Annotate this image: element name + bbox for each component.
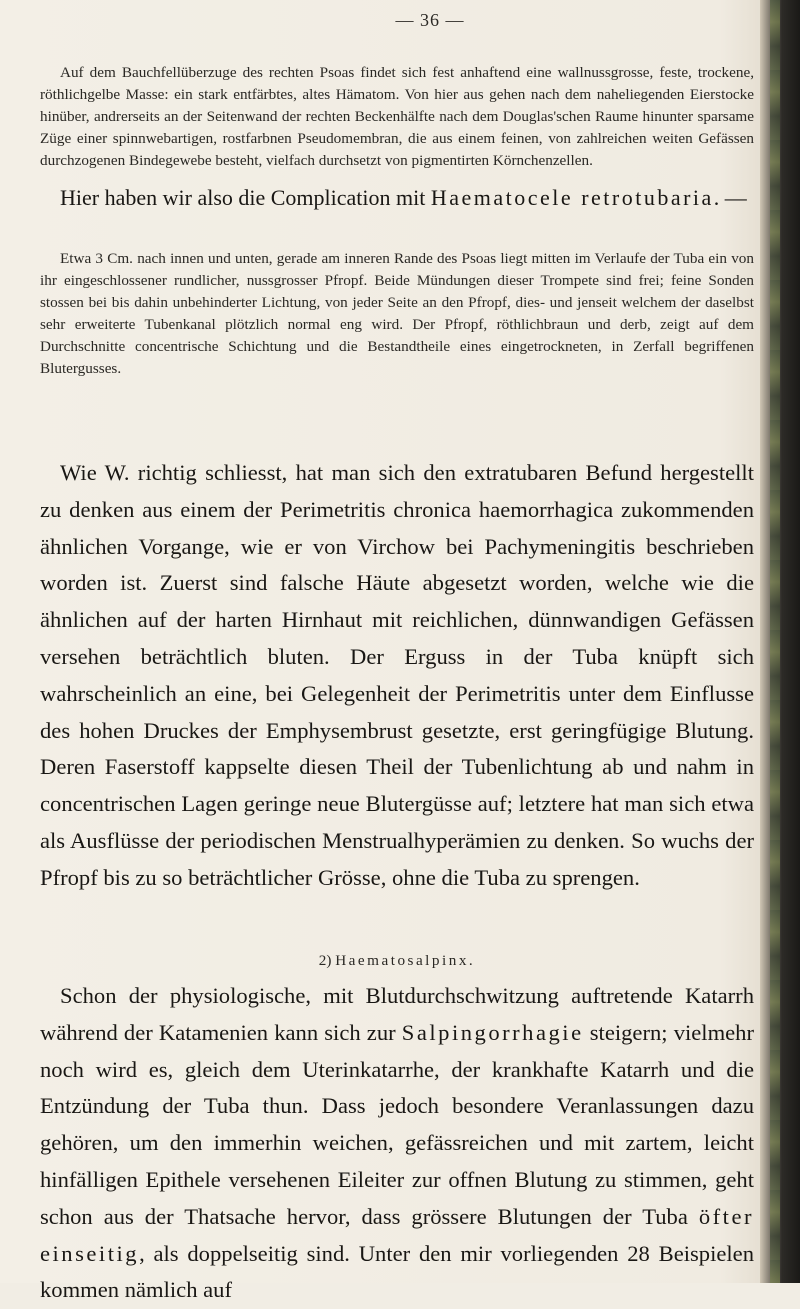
paragraph-hematoma: Auf dem Bauchfellüberzuge des rechten Psoas findet sich fest anhaftend eine wallnussgrosse, feste, trockene, röthlichgelbe Masse: ein stark entfärbtes, altes Hämatom. Von hier aus gehen nach dem naheliegenden Eierstocke hinüber, andrerseits an der Seitenwand der rechten Beckenhälfte nach dem Douglas'schen Raume hinunter sparsame Züge einer spinnwebartigen, rostfarbnen Pseudomembran, die aus einem feinen, von zahlreichen weiten Gefässen durchzogenen Bindegewebe besteht, vielfach durchsetzt von pigmentirten Körnchenzellen. [40, 64, 754, 169]
page-number: — 36 — [395, 10, 465, 30]
diagnosis-term: Haematocele retrotubaria [430, 185, 714, 210]
diagnosis-prefix: Hier haben wir also die Complication mit [60, 185, 431, 210]
term-salpingorrhagie: Salpingorrhagie [401, 1019, 584, 1045]
section-heading [40, 944, 754, 978]
heading-title: Haematosalpinx. [335, 952, 476, 969]
diagnosis-suffix: . — [713, 185, 747, 210]
paragraph-plug: Etwa 3 Cm. nach innen und unten, gerade am inneren Rande des Psoas liegt mitten im Verlaufe der Tuba ein von ihr eingeschlossener rundlicher, nussgrosser Pfropf. Beide Mündungen dieser Trompete sind frei; feine Sonden stossen bei bis dahin unbehinderter Lichtung, von jeder Seite an den Pfropf, dies- und jenseit welchem der daselbst sehr erweiterte Tubenkanal plötzlich normal eng wird. Der Pfropf, röthlichbraun und derb, zeigt auf dem Durchschnitte concentrische Schichtung und die Bestandtheile eines eingetrockneten, in Zerfall begriffenen Blutergusses. [40, 250, 754, 377]
paragraph-diagnosis [40, 183, 754, 213]
term-oefter-einseitig: öfter einseitig [40, 1203, 754, 1266]
text-run-c: , als doppelseitig sind. Unter den mir vorliegenden 28 Beispielen kommen nämlich auf [40, 1240, 754, 1303]
section-small-print-2 [40, 248, 754, 380]
paragraph-discussion: Wie W. richtig schliesst, hat man sich den extratubaren Befund hergestellt zu denken aus einem der Perimetritis chronica haemorrhagica zukommenden ähnlichen Vorgange, wie er von Virchow bei Pachymeningitis beschrieben worden ist. Zuerst sind falsche Häute abgesetzt worden, welche wie die ähnlichen auf der harten Hirnhaut mit reichlichen, dünnwandigen Gefässen versehen beträchtlich bluten. Der Erguss in der Tuba knüpft sich wahrscheinlich an eine, bei Gelegenheit der Perimetritis unter dem Einflusse des hohen Druckes der Emphysembrust gesetzte, erst geringfügige Blutung. Deren Faserstoff kappselte diesen Theil der Tubenlichtung ab und nahm in concentrischen Lagen geringe neue Blutergüsse auf; letztere hat man sich etwa als Ausflüsse der periodischen Menstrualhyperämien zu denken. So wuchs der Pfropf bis zu so beträchtlicher Grösse, ohne die Tuba zu sprengen. [40, 460, 754, 890]
page-edge-binding [770, 0, 780, 1283]
diagnosis-line [40, 183, 754, 213]
text-run-b: steigern; vielmehr noch wird es, gleich dem Uterinkatarrhe, der krankhafte Katarrh und die Entzündung der Tuba thun. Dass jedoch besondere Veranlassungen dazu gehören, um den immerhin weichen, gefässreichen und mit zartem, leicht hinfälligen Epithele versehenen Eileiter zur offnen Blutung zu stimmen, geht schon aus der Thatsache hervor, dass grössere Blutungen der Tuba [40, 1019, 754, 1229]
section-haematosalpinx [40, 978, 754, 1309]
heading-number: 2) [318, 952, 332, 969]
paragraph-haematosalpinx [40, 978, 754, 1309]
section-discussion [40, 455, 754, 897]
section-small-print-1 [40, 62, 754, 172]
text-run-a: Schon der physiologische, mit Blutdurchschwitzung auftretende Katarrh während der Katamenien kann sich zur [40, 983, 754, 1045]
page-edge-shadow [760, 0, 800, 1283]
